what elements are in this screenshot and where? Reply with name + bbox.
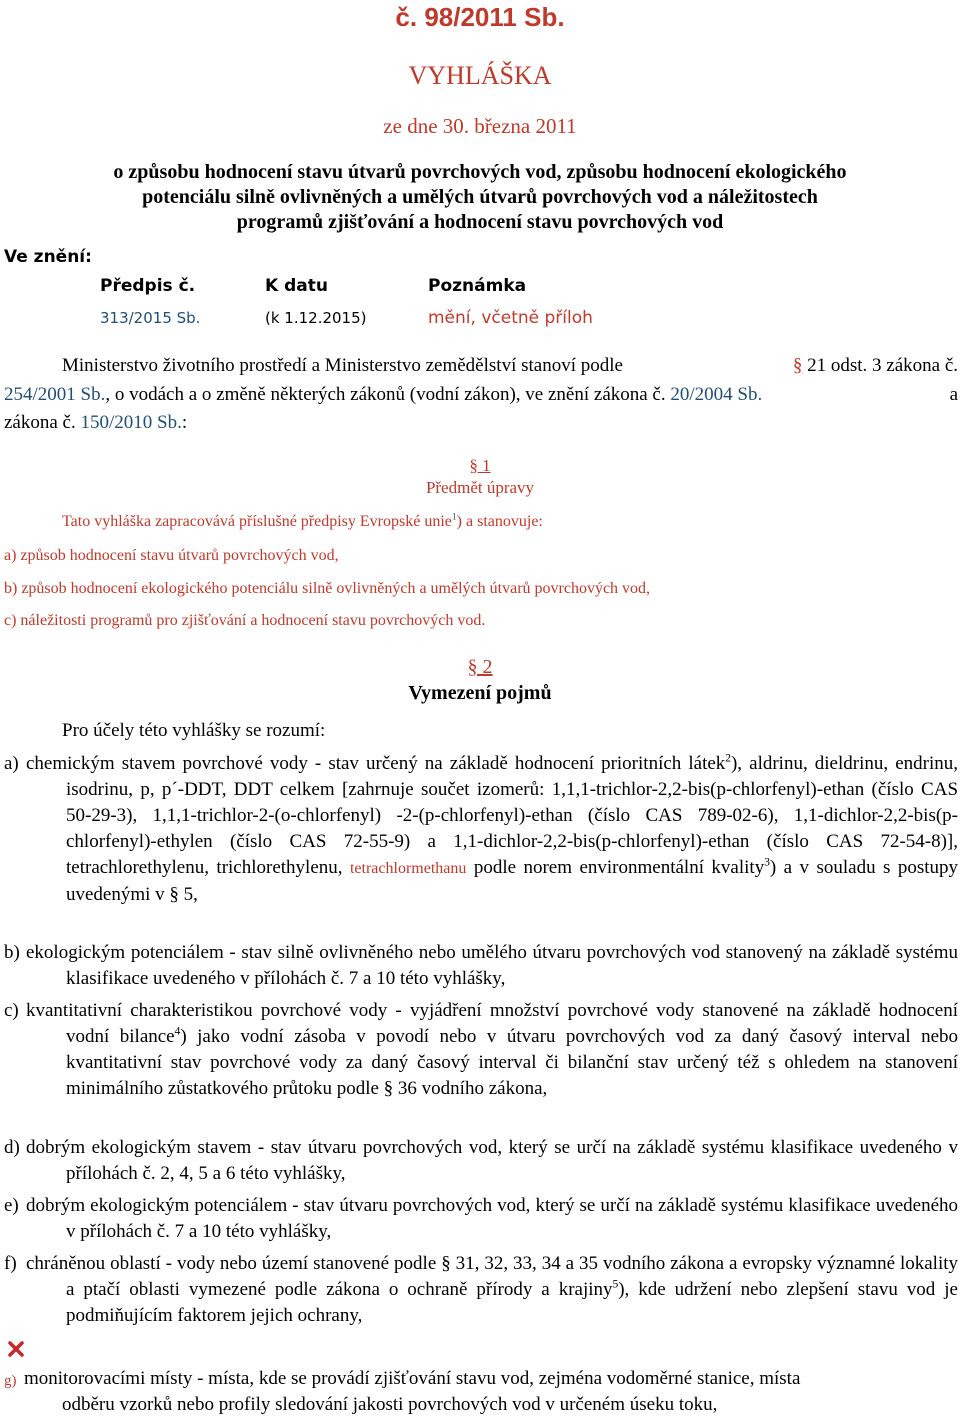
section-1-intro-text: Tato vyhláška zapracovává příslušné předpisy Evropské unie xyxy=(62,513,452,530)
section-2-intro: Pro účely této vyhlášky se rozumí: xyxy=(62,720,326,741)
definition-g-line-2: odběru vzorků nebo profily sledování jakosti povrchových vod v určeném úseku toku, xyxy=(62,1394,718,1415)
footnote-ref-2[interactable]: 2 xyxy=(725,752,731,765)
amendment-note: mění, včetně příloh xyxy=(428,308,593,328)
footnote-ref-3[interactable]: 3 xyxy=(764,856,770,869)
preamble-text-1: Ministerstvo životního prostředí a Ministerstvo zemědělství stanoví podle xyxy=(62,355,623,376)
preamble-line-1 xyxy=(62,355,958,377)
document-number: č. 98/2011 Sb. xyxy=(395,2,565,32)
document-title-line-2: potenciálu silně ovlivněných a umělých útvarů povrchových vod a náležitostech xyxy=(142,186,818,208)
law-link-254-2001[interactable]: 254/2001 Sb. xyxy=(4,384,106,405)
preamble-law-ref: 21 odst. 3 zákona č. xyxy=(807,355,958,376)
footnote-ref-1[interactable]: 1 xyxy=(451,511,457,523)
law-link-20-2004[interactable]: 20/2004 Sb. xyxy=(670,384,763,405)
footnote-ref-4[interactable]: 4 xyxy=(174,1025,181,1038)
document-title-line-3: programů zjišťování a hodnocení stavu povrchových vod xyxy=(236,211,724,233)
section-link-21[interactable]: § xyxy=(792,355,803,376)
section-1-item-b: b) způsob hodnocení ekologického potenciálu silně ovlivněných a umělých útvarů povrchových vod, xyxy=(4,580,651,597)
definition-e-label: e) xyxy=(4,1195,19,1216)
preamble-line-2-main xyxy=(4,384,762,406)
red-x-icon xyxy=(8,1341,24,1357)
section-1-item-a: a) způsob hodnocení stavu útvarů povrchových vod, xyxy=(4,547,339,564)
preamble-colon: : xyxy=(181,412,188,433)
amendment-date: (k 1.12.2015) xyxy=(265,309,367,327)
definition-e-text: dobrým ekologickým potenciálem - stav útvaru povrchových vod, který se určí na základě systému klasifikace uvedeného v přílohách č. 7 a 10 této vyhlášky, xyxy=(26,1195,958,1242)
section-1-number[interactable]: § 1 xyxy=(469,456,491,475)
definition-b-text: ekologickým potenciálem - stav silně ovlivněného nebo umělého útvaru povrchových vod stanovený na základě systému klasifikace uvedeného v přílohách č. 7 a 10 této vyhlášky, xyxy=(26,942,958,989)
document-title-line-1: o způsobu hodnocení stavu útvarů povrchových vod, způsobu hodnocení ekologického xyxy=(113,161,847,183)
preamble-line-3 xyxy=(4,412,187,434)
definition-c-text: kvantitativní charakteristikou povrchové vody - vyjádření množství povrchové vody stanovené na základě hodnocení vodní bilance$^4$) jako vodní zásoba v povodí nebo v útvaru povrchových vod za daný časový interval nebo kvantitativní stav povrchové vody za daný časový interval či bilanční stav určený též s ohledem na stanovení minimálního zůstatkového průtoku podle § 36 vodního zákona, xyxy=(26,1000,959,1099)
definition-d-label: d) xyxy=(4,1137,20,1158)
definition-e xyxy=(4,1193,958,1245)
section-1-item-c: c) náležitosti programů pro zjišťování a hodnocení stavu povrchových vod. xyxy=(4,612,486,629)
amendments-col-regulation: Předpis č. xyxy=(100,276,196,296)
definition-g-label: g) xyxy=(4,1373,17,1389)
definition-a-text: chemickým stavem povrchové vody - stav určený na základě hodnocení prioritních látek$^2$), aldrinu, dieldrinu, endrinu, isodrinu, p, p´-DDT, DDT celkem [zahrnuje součet izomerů: 1,1,1-trichlor-2,2-bis(p-chlorfenyl)-ethan (číslo CAS 50-29-3), 1,1,1-trichlor-2-(o-chlorfenyl) -2-(p-chlorfenyl)-ethan (číslo CAS 789-02-6), 1,1-dichlor-2,2-bis(p-chlorfenyl)-ethylen (číslo CAS 72-55-9) a 1,1-dichlor-2,2-bis(p-chlorfenyl)-ethan (číslo CAS 72-54-8)], tetrachlorethylenu, trichlorethylenu, tetrachlormethanu podle norem environmentální kvality$^3$) a v souladu s postupy uvedenými v § 5, xyxy=(26,752,959,905)
preamble-water-act: , o vodách a o změně některých zákonů (vodní zákon), ve znění zákona č. xyxy=(105,384,666,405)
section-2-number[interactable]: § 2 xyxy=(467,656,493,678)
preamble-text-2 xyxy=(793,355,958,377)
definition-f-label: f) xyxy=(4,1253,17,1274)
amendments-col-note: Poznámka xyxy=(428,276,527,296)
section-1-intro-end: ) a stanovuje: xyxy=(456,513,543,530)
definition-b-label: b) xyxy=(4,942,20,963)
amended-text-tetrachlormethan: tetrachlormethanu xyxy=(349,860,467,877)
preamble-law-prefix: zákona č. xyxy=(4,412,76,433)
amendments-heading: Ve znění: xyxy=(4,247,92,267)
definition-g-line-1 xyxy=(24,1368,958,1390)
definition-f xyxy=(4,1251,958,1329)
definition-d-text: dobrým ekologickým stavem - stav útvaru povrchových vod, který se určí na základě systému klasifikace uvedeného v přílohách č. 2, 4, 5 a 6 této vyhlášky, xyxy=(26,1137,959,1184)
document-date: ze dne 30. března 2011 xyxy=(383,114,577,138)
footnote-ref-5[interactable]: 5 xyxy=(612,1278,619,1291)
section-2-title: Vymezení pojmů xyxy=(408,682,552,704)
definition-a xyxy=(4,751,958,908)
amendment-regulation-link[interactable]: 313/2015 Sb. xyxy=(100,309,201,327)
preamble-and: a xyxy=(949,384,958,405)
section-1-intro xyxy=(62,513,543,531)
definition-c xyxy=(4,998,958,1102)
preamble-line-2 xyxy=(4,384,958,406)
definition-g-text-1: monitorovacími místy - místa, kde se provádí zjišťování stavu vod, zejména vodoměrné stanice, místa xyxy=(24,1368,801,1389)
definition-f-text: chráněnou oblastí - vody nebo území stanovené podle § 31, 32, 33, 34 a 35 vodního zákona a evropsky významné lokality a ptačí oblasti vymezené podle zákona o ochraně přírody a krajiny$^5$), kde udržení nebo zlepšení stavu vod je podmiňujícím faktorem jejich ochrany, xyxy=(26,1253,959,1326)
amendments-col-date: K datu xyxy=(265,276,328,296)
section-1-title: Předmět úpravy xyxy=(425,478,535,497)
definition-a-label: a) xyxy=(4,753,19,774)
law-link-150-2010[interactable]: 150/2010 Sb. xyxy=(80,412,182,433)
document-type: VYHLÁŠKA xyxy=(408,61,552,90)
definition-b xyxy=(4,940,958,992)
definition-c-label: c) xyxy=(4,1000,19,1021)
definition-d xyxy=(4,1135,958,1187)
